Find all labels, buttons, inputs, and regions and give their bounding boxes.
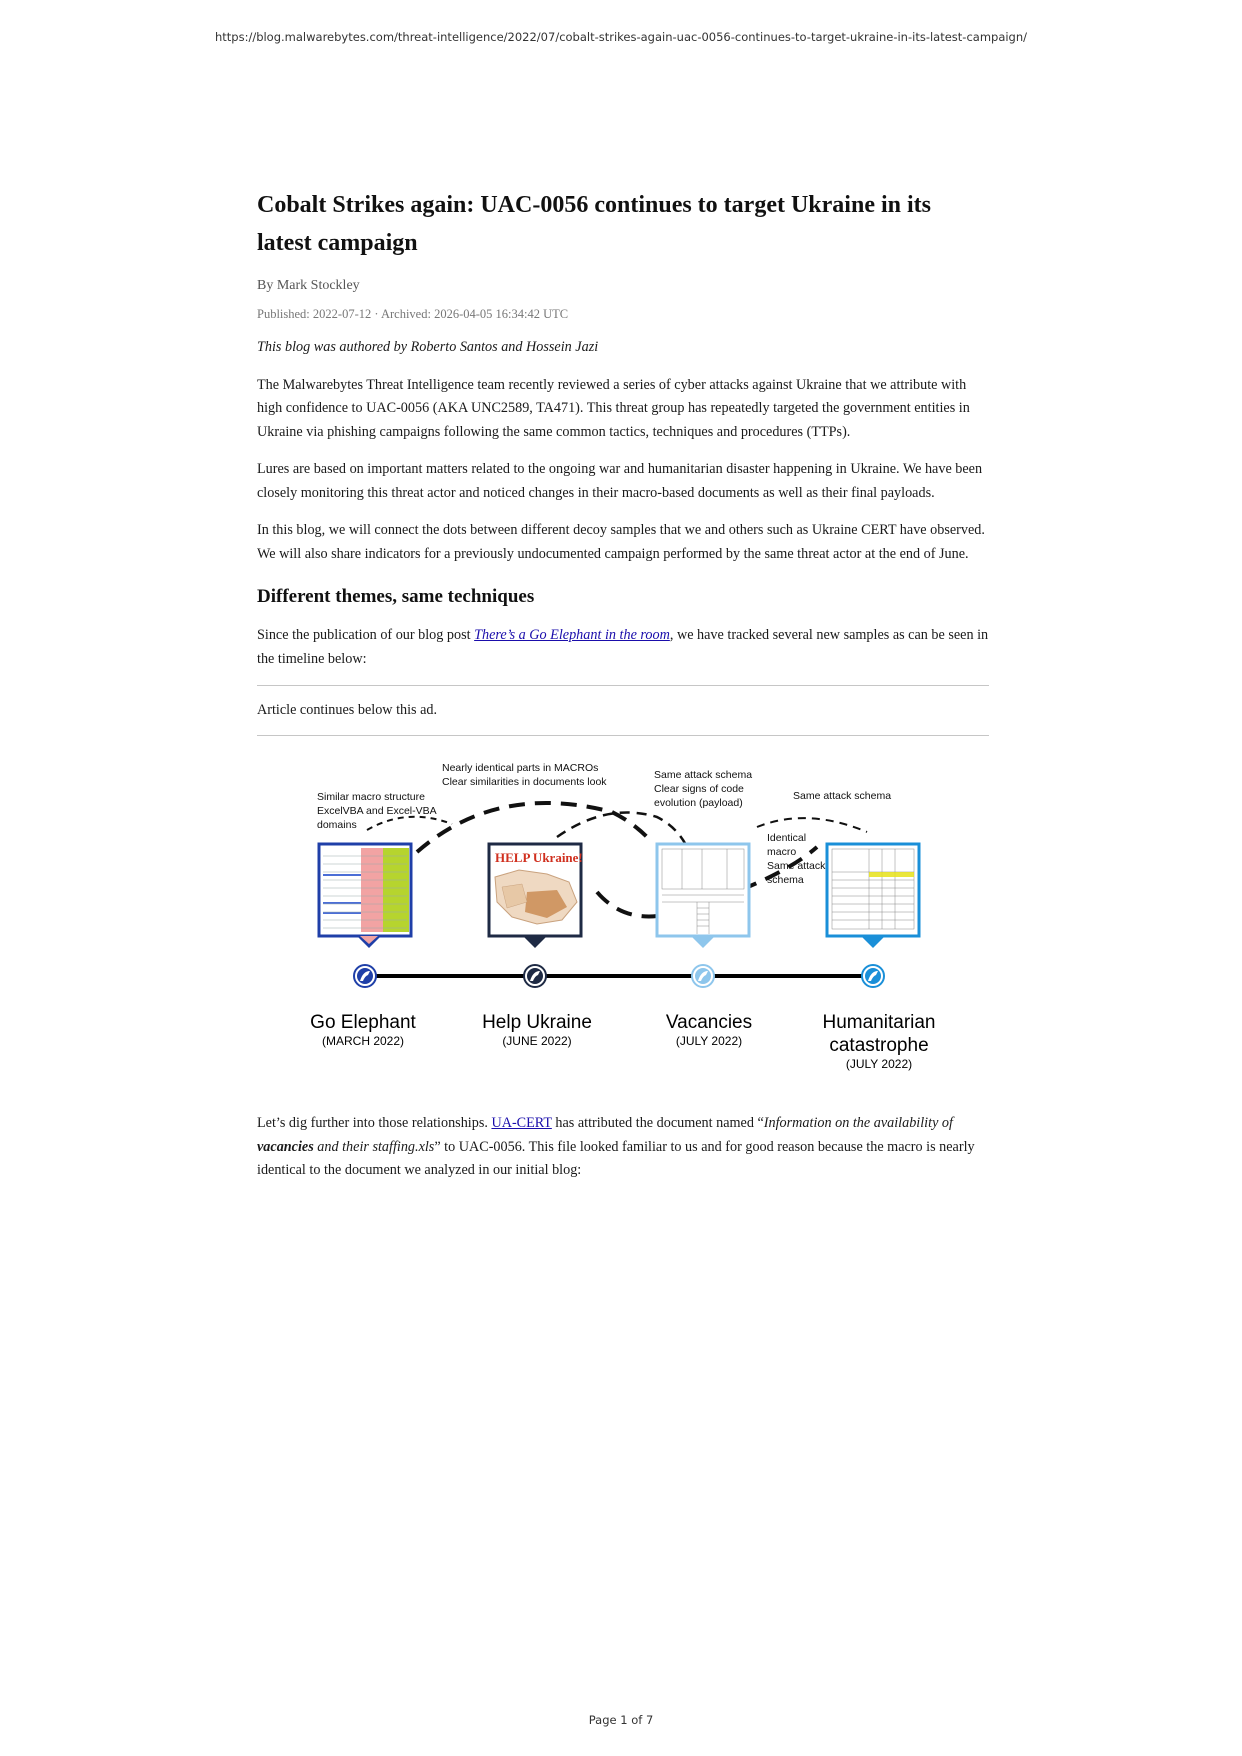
annotation-text: macro bbox=[767, 846, 797, 858]
paragraph-3: In this blog, we will connect the dots between different decoy samples that we and others such as Ukraine CERT have observed. We will also share indicators for a previously undocumented campaign performed by the same threat actor at the end of June. bbox=[257, 522, 985, 562]
event-name-line2: catastrophe bbox=[829, 1035, 929, 1056]
ad-divider-top bbox=[257, 685, 989, 686]
annotation-text: Identical bbox=[767, 832, 807, 844]
paragraph-4 bbox=[257, 624, 989, 671]
annotation-text: Same attack schema bbox=[654, 769, 753, 781]
help-ukraine-banner: HELP Ukraine! bbox=[495, 850, 583, 865]
annotation-text: schema bbox=[767, 874, 804, 886]
ad-notice: Article continues below this ad. bbox=[257, 702, 438, 718]
event-date: (MARCH 2022) bbox=[321, 1034, 405, 1048]
relation-arc-5 bbox=[757, 818, 867, 832]
p4-text-before: Since the publication of our blog post bbox=[257, 627, 475, 643]
annotation-text: domains bbox=[317, 819, 357, 831]
publish-meta: Published: 2022-07-12 · Archived: 2026-04-05 16:34:42 UTC bbox=[257, 307, 569, 321]
paragraph-2: Lures are based on important matters related to the ongoing war and humanitarian disaster happening in Ukraine. We have been closely monitoring this threat actor and noticed changes in their macro-based documents as well as their final payloads. bbox=[257, 461, 983, 501]
annotation-text: Similar macro structure bbox=[317, 791, 425, 803]
annotation-text: Same attack schema bbox=[793, 790, 892, 802]
relation-arc-1 bbox=[367, 817, 452, 830]
p5-bold-italic: vacancies bbox=[257, 1138, 314, 1155]
event-name: Go Elephant bbox=[310, 1012, 416, 1033]
p5-italic-2: and their staffing.xls bbox=[313, 1138, 435, 1155]
event-date: (JULY 2022) bbox=[845, 1057, 913, 1071]
go-elephant-post-link[interactable]: There’s a Go Elephant in the room bbox=[474, 627, 670, 643]
annotation-text: ExcelVBA and Excel-VBA bbox=[317, 805, 437, 817]
p5-text-c: ” to UAC-0056. This file looked familiar to us and for good reason because the macro is nearly identical to the document we analyzed in our initial blog: bbox=[257, 1138, 975, 1178]
vacancies-document bbox=[657, 844, 749, 948]
timeline-marker-humanitarian bbox=[862, 965, 884, 987]
timeline-marker-vacancies bbox=[692, 965, 714, 987]
ua-cert-link[interactable]: UA-CERT bbox=[491, 1115, 552, 1131]
help-ukraine-document bbox=[489, 844, 583, 948]
annotation-text: evolution (payload) bbox=[654, 797, 743, 809]
paragraph-1: The Malwarebytes Threat Intelligence team recently reviewed a series of cyber attacks against Ukraine that we attribute with high confidence to UAC-0056 (AKA UNC2589, TA471). This threat group has repeatedly targeted the government entities in Ukraine via phishing campaigns following the same common tactics, techniques and procedures (TTPs). bbox=[257, 376, 970, 440]
humanitarian-document bbox=[827, 844, 919, 948]
event-date: (JULY 2022) bbox=[675, 1034, 743, 1048]
byline: By Mark Stockley bbox=[257, 278, 360, 293]
paragraph-5 bbox=[257, 1112, 989, 1183]
annotation-text: Clear signs of code bbox=[654, 783, 744, 795]
event-name: Vacancies bbox=[665, 1012, 753, 1033]
event-name: Help Ukraine bbox=[482, 1012, 592, 1033]
timeline-figure bbox=[257, 752, 989, 1102]
event-date: (JUNE 2022) bbox=[502, 1034, 572, 1048]
annotation-text: Nearly identical parts in MACROs bbox=[442, 762, 599, 774]
page-number: Page 1 of 7 bbox=[588, 1713, 654, 1727]
timeline-svg bbox=[257, 752, 989, 1102]
p5-text-b: has attributed the document named “ bbox=[551, 1115, 764, 1131]
authored-note: This blog was authored by Roberto Santos and Hossein Jazi bbox=[257, 339, 599, 355]
go-elephant-document bbox=[319, 844, 411, 948]
timeline-marker-help-ukraine bbox=[524, 965, 546, 987]
annotation-text: Same attack bbox=[767, 860, 826, 872]
article bbox=[257, 186, 989, 1197]
article-title: Cobalt Strikes again: UAC-0056 continues to target Ukraine in its latest campaign bbox=[257, 192, 931, 256]
p4-text-after: , we have tracked several new samples as can be seen in the timeline below: bbox=[257, 627, 989, 667]
ad-divider-bottom bbox=[257, 735, 989, 736]
timeline-marker-go-elephant bbox=[354, 965, 376, 987]
annotation-text: Clear similarities in documents look bbox=[442, 776, 607, 788]
page-url: https://blog.malwarebytes.com/threat-intelligence/2022/07/cobalt-strikes-again-uac-0056-continues-to-target-ukraine-in-its-latest-campaign/ bbox=[214, 30, 1028, 44]
section-heading: Different themes, same techniques bbox=[257, 586, 535, 607]
event-name: Humanitarian bbox=[822, 1012, 936, 1033]
p5-text-a: Let’s dig further into those relationships. bbox=[257, 1115, 492, 1131]
p5-italic-1: Information on the availability of bbox=[763, 1115, 953, 1131]
